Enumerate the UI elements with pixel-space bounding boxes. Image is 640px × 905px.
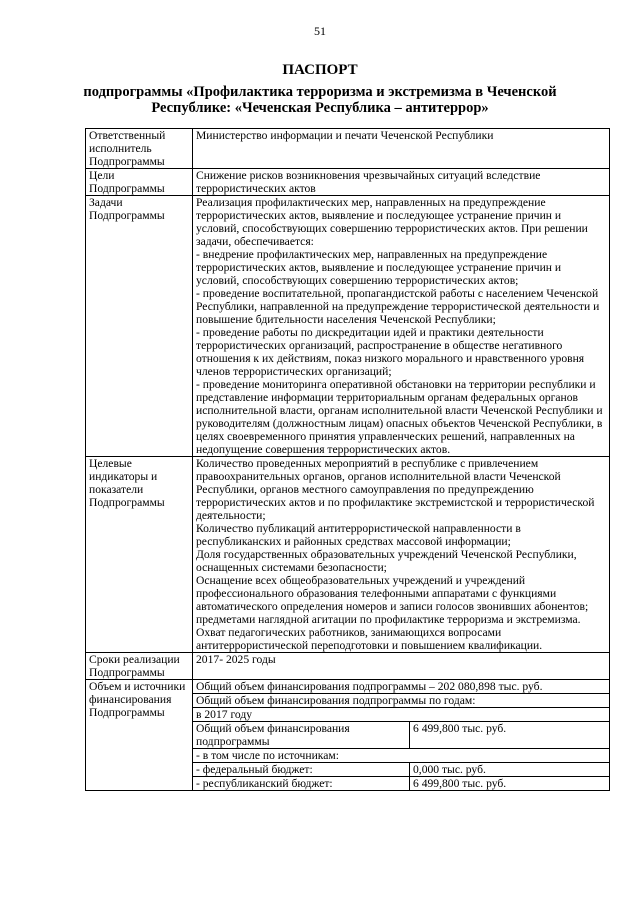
executor-label: Ответственный исполнитель Подпрограммы: [86, 129, 193, 169]
indicator-item: Охват педагогических работников, занимающихся вопросами антитеррористической переподготовки и повышением квалификации.: [196, 626, 543, 652]
indicator-item: Доля государственных образовательных учреждений Чеченской Республики, оснащенных системами безопасности;: [196, 548, 577, 574]
funding-label: Объем и источники финансирования Подпрограммы: [86, 680, 193, 791]
executor-value: Министерство информации и печати Чеченской Республики: [193, 129, 610, 169]
period-label: Сроки реализации Подпрограммы: [86, 653, 193, 680]
funding-year-total-value: 6 499,800 тыс. руб.: [410, 722, 610, 749]
goals-label: Цели Подпрограммы: [86, 169, 193, 196]
goals-value: Снижение рисков возникновения чрезвычайных ситуаций вследствие террористических актов: [193, 169, 610, 196]
row-tasks: [86, 196, 610, 457]
indicator-item: Количество проведенных мероприятий в республике с привлечением правоохранительных органов, органов исполнительной власти Чеченской Республики, органов местного самоуправления по предупреждению террористических актов и по профилактике экстремистской и террористической деятельности;: [196, 457, 595, 522]
tasks-label: Задачи Подпрограммы: [86, 196, 193, 457]
indicator-item: Количество публикаций антитеррористической направленности в республиканских и районных средствах массовой информации;: [196, 522, 521, 548]
tasks-value: [193, 196, 610, 457]
funding-federal-label: - федеральный бюджет:: [193, 763, 410, 777]
row-funding: [86, 680, 610, 791]
task-item: - внедрение профилактических мер, направленных на предупреждение террористических актов, выявление и последующее устранение причин и условий, способствующих совершению террористических актов;: [196, 248, 562, 287]
row-executor: [86, 129, 610, 169]
funding-year: в 2017 году: [193, 708, 609, 722]
row-goals: [86, 169, 610, 196]
document-subtitle: [60, 84, 580, 116]
passport-table: [85, 128, 610, 791]
funding-by-year: Общий объем финансирования подпрограммы по годам:: [193, 694, 609, 708]
indicators-label: Целевые индикаторы и показатели Подпрограммы: [86, 457, 193, 653]
funding-federal-value: 0,000 тыс. руб.: [410, 763, 610, 777]
funding-total: Общий объем финансирования подпрограммы – 202 080,898 тыс. руб.: [193, 680, 609, 694]
funding-republic-value: 6 499,800 тыс. руб.: [410, 777, 610, 791]
row-indicators: [86, 457, 610, 653]
funding-year-total-label: Общий объем финансирования подпрограммы: [193, 722, 410, 749]
task-item: Реализация профилактических мер, направленных на предупреждение террористических актов, выявление и последующее устранение причин и условий, способствующих совершению террористических актов. При решении задачи, обеспечивается:: [196, 196, 588, 248]
indicator-item: Оснащение всех общеобразовательных учреждений и учреждений профессионального образования телефонными аппаратами с функциями автоматического определения номеров и записи голосов звонивших абонентов; предметами наглядной агитации по профилактике терроризма и экстремизма.: [196, 574, 589, 626]
subtitle-line-1: подпрограммы «Профилактика терроризма и экстремизма в Чеченской: [83, 84, 557, 100]
page-number: 51: [314, 24, 326, 38]
period-value: 2017- 2025 годы: [193, 653, 610, 680]
document-title: ПАСПОРТ: [282, 62, 358, 78]
task-item: - проведение мониторинга оперативной обстановки на территории республики и представление информации территориальным органам федеральных органов исполнительной власти, органам исполнительной власти Чеченской Республики и руководителям (должностным лицам) опасных объектов Чеченской Республики, в целях своевременного принятия управленческих решений, направленных на недопущение совершения террористических актов.: [196, 378, 603, 456]
subtitle-line-2: Республике: «Чеченская Республика – антитеррор»: [151, 100, 489, 116]
funding-value: [193, 680, 610, 791]
funding-sources-label: - в том числе по источникам:: [193, 749, 609, 763]
task-item: - проведение воспитательной, пропагандистской работы с населением Чеченской Республики, направленной на предупреждение террористической деятельности и повышение бдительности населения Чеченской Республики;: [196, 287, 600, 326]
funding-subtable: [193, 680, 609, 790]
task-item: - проведение работы по дискредитации идей и практики деятельности террористических организаций, распространение в обществе негативного отношения к их действиям, показ низкого морального и нравственного уровня членов террористических организаций;: [196, 326, 585, 378]
row-period: [86, 653, 610, 680]
indicators-value: [193, 457, 610, 653]
funding-republic-label: - республиканский бюджет:: [193, 777, 410, 791]
